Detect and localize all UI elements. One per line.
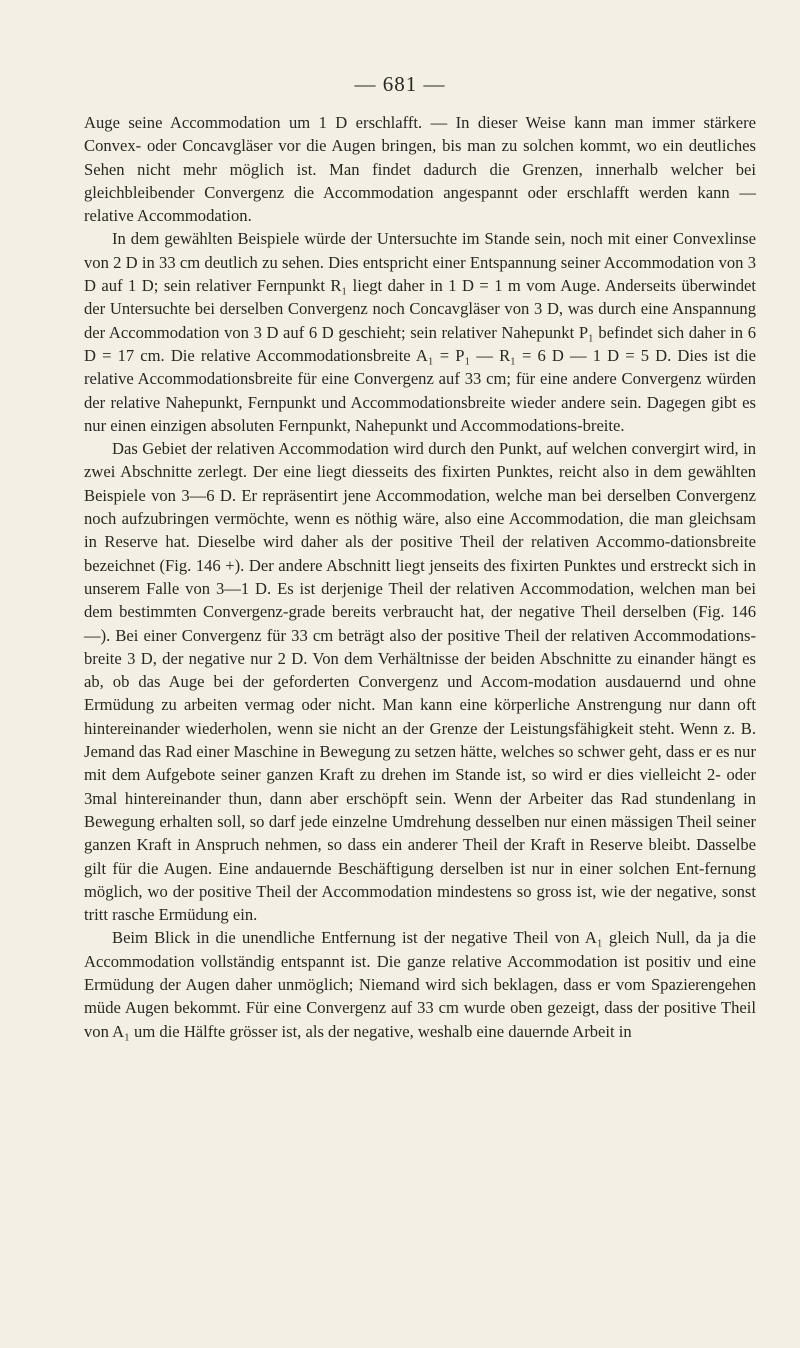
paragraph: Auge seine Accommodation um 1 D erschlafft. — In dieser Weise kann man immer stärkere Convex- oder Concavgläser vor die Augen bringen, bis man zu solchen kommt, wo ein deutliches Sehen nicht mehr möglich ist. Man findet dadurch die Grenzen, innerhalb welcher bei gleichbleibender Convergenz die Accommodation angespannt oder erschlafft werden kann — relative Accommodation. <box>84 113 756 226</box>
paragraph: In dem gewählten Beispiele würde der Untersuchte im Stande sein, noch mit einer Convexlinse von 2 D in 33 cm deutlich zu sehen. Dies entspricht einer Entspannung seiner Accommodation von 3 D auf 1 D; sein relativer Fernpunkt R₁ liegt daher in 1 D = 1 m vom Auge. Anderseits überwindet der Untersuchte bei derselben Convergenz noch Concavgläser von 3 D, was durch eine Anspannung der Accommodation von 3 D auf 6 D geschieht; sein relativer Nahepunkt P₁ befindet sich daher in 6 D = 17 cm. Die relative Accommodationsbreite A₁ = P₁ — R₁ = 6 D — 1 D = 5 D. Dies ist die relative Accommodationsbreite für eine Convergenz auf 33 cm; für eine andere Convergenz würden der relative Nahepunkt, Fernpunkt und Accommodationsbreite wieder andere sein. Dagegen gibt es nur einen einzigen absoluten Fernpunkt, Nahepunkt und Accommodations-breite. <box>84 229 756 435</box>
page-number: — 681 — <box>354 72 446 96</box>
body-text <box>84 111 756 1043</box>
paragraph: Das Gebiet der relativen Accommodation wird durch den Punkt, auf welchen convergirt wird, in zwei Abschnitte zerlegt. Der eine liegt diesseits des fixirten Punktes, reicht also in dem gewählten Beispiele von 3—6 D. Er repräsentirt jene Accommodation, welche man bei derselben Convergenz noch aufzubringen vermöchte, wenn es nöthig wäre, also eine Accommodation, die man gleichsam in Reserve hat. Dieselbe wird daher als der positive Theil der relativen Accommo-dationsbreite bezeichnet (Fig. 146 +). Der andere Abschnitt liegt jenseits des fixirten Punktes und erstreckt sich in unserem Falle von 3—1 D. Es ist derjenige Theil der relativen Accommodation, welchen man bei dem bestimmten Convergenz-grade bereits verbraucht hat, der negative Theil derselben (Fig. 146 —). Bei einer Convergenz für 33 cm beträgt also der positive Theil der relativen Accommodations-breite 3 D, der negative nur 2 D. Von dem Verhältnisse der beiden Abschnitte zu einander hängt es ab, ob das Auge bei der geforderten Convergenz und Accom-modation ausdauernd und ohne Ermüdung zu arbeiten vermag oder nicht. Man kann eine körperliche Anstrengung nur dann oft hintereinander wiederholen, wenn sie nicht an der Grenze der Leistungsfähigkeit steht. Wenn z. B. Jemand das Rad einer Maschine in Bewegung zu setzen hätte, welches so schwer geht, dass er es nur mit dem Aufgebote seiner ganzen Kraft zu drehen im Stande ist, so wird er dies vielleicht 2- oder 3mal hintereinander thun, dann aber erschöpft sein. Wenn der Arbeiter das Rad stundenlang in Bewegung erhalten soll, so darf jede einzelne Umdrehung desselben nur einen mässigen Theil seiner ganzen Kraft in Anspruch nehmen, so dass ein anderer Theil der Kraft in Reserve bleibt. Dasselbe gilt für die Augen. Eine andauernde Beschäftigung derselben ist nur in einer solchen Ent-fernung möglich, wo der positive Theil der Accommodation mindestens so gross ist, wie der negative, sonst tritt rasche Ermüdung ein. <box>84 439 756 925</box>
paragraph: Beim Blick in die unendliche Entfernung ist der negative Theil von A₁ gleich Null, da ja die Accommodation vollständig entspannt ist. Die ganze relative Accommodation ist positiv und eine Ermüdung der Augen daher unmöglich; Niemand wird sich beklagen, dass er vom Spazierengehen müde Augen bekommt. Für eine Convergenz auf 33 cm wurde oben gezeigt, dass der positive Theil von A₁ um die Hälfte grösser ist, als der negative, weshalb eine dauernde Arbeit in <box>84 928 756 1041</box>
